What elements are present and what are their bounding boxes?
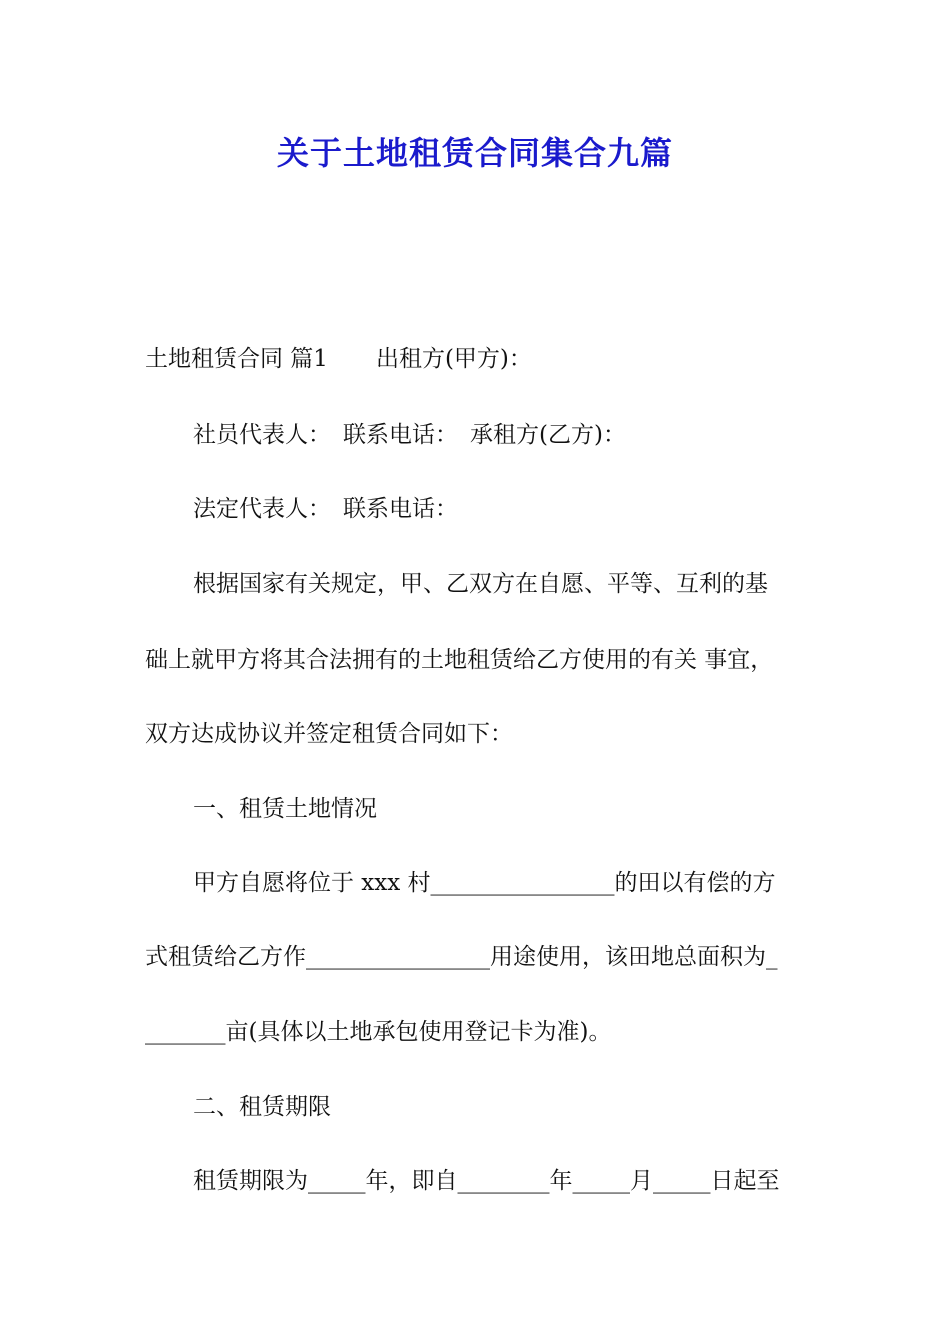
intro-paragraph-line: 双方达成协议并签定租赁合同如下： <box>145 721 513 747</box>
lessor-label: 出租方(甲方)： <box>375 346 532 372</box>
party-line-1 <box>193 420 810 450</box>
legal-representative-label: 法定代表人： <box>193 496 331 522</box>
section-body-line: 甲方自愿将位于 xxx 村________________的田以有偿的方 <box>193 870 776 896</box>
intro-paragraph-line: 根据国家有关规定，甲、乙双方在自愿、平等、互利的基 <box>193 571 768 597</box>
section-body-line: 租赁期限为_____年，即自________年_____月_____日起至 <box>193 1168 780 1194</box>
member-representative-label: 社员代表人： <box>193 422 331 448</box>
section-body-line: _______亩(具体以土地承包使用登记卡为准)。 <box>145 1019 612 1045</box>
contract-heading: 土地租赁合同 篇1 <box>145 346 328 372</box>
intro-paragraph-line: 础上就甲方将其合法拥有的土地租赁给乙方使用的有关 事宜， <box>145 647 774 673</box>
lessee-label: 承租方(乙方)： <box>470 422 626 448</box>
section-heading: 一、租赁土地情况 <box>193 796 377 822</box>
contract-header-line <box>145 344 810 374</box>
party-line-2 <box>193 494 810 524</box>
contact-phone-label-2: 联系电话： <box>343 496 458 522</box>
section-body-line: 式租赁给乙方作________________用途使用，该田地总面积为_ <box>145 944 778 970</box>
section-heading: 二、租赁期限 <box>193 1094 331 1120</box>
document-title: 关于土地租赁合同集合九篇 <box>276 134 673 172</box>
contact-phone-label: 联系电话： <box>343 422 458 448</box>
